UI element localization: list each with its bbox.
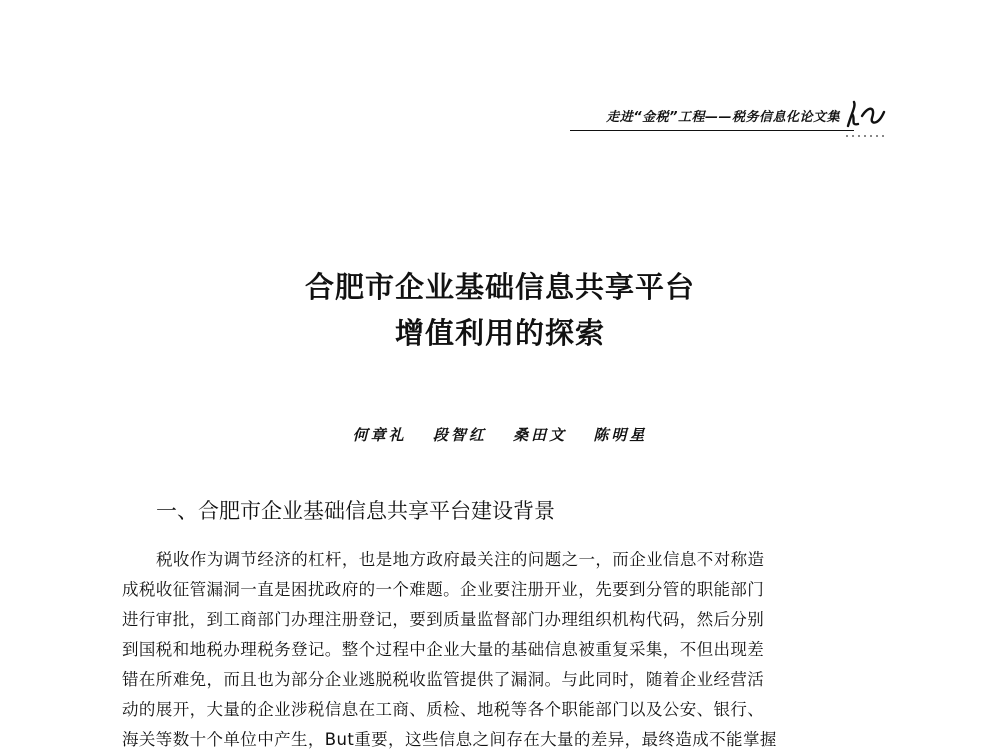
body-line: 海关等数十个单位中产生，But重要，这些信息之间存在大量的差异，最终造成不能掌握 <box>122 730 777 749</box>
title-line-1: 合肥市企业基础信息共享平台 <box>304 270 695 304</box>
author-list: 何章礼 段智红 桑田文 陈明星 <box>352 426 648 444</box>
paper-title <box>200 264 800 356</box>
body-line: 进行审批，到工商部门办理注册登记，要到质量监督部门办理组织机构代码，然后分别 <box>122 610 765 629</box>
section-heading: 一、合肥市企业基础信息共享平台建设背景 <box>156 499 555 523</box>
body-paragraph <box>122 545 892 749</box>
running-header <box>560 100 860 134</box>
header-rule <box>570 130 854 131</box>
body-line: 到国税和地税办理税务登记。整个过程中企业大量的基础信息被重复采集，不但出现差 <box>122 640 765 659</box>
body-line: 成税收征管漏洞一直是困扰政府的一个难题。企业要注册开业，先要到分管的职能部门 <box>122 580 765 599</box>
body-line: 动的展开，大量的企业涉税信息在工商、质检、地税等各个职能部门以及公安、银行、 <box>122 700 765 719</box>
body-line: 税收作为调节经济的杠杆，也是地方政府最关注的问题之一，而企业信息不对称造 <box>156 550 765 569</box>
title-line-2: 增值利用的探索 <box>394 316 605 350</box>
body-line: 错在所难免，而且也为部分企业逃脱税收监管提供了漏洞。与此同时，随着企业经营活 <box>122 670 765 689</box>
calligraphy-flourish-icon <box>842 96 890 140</box>
running-header-title: 走进“金税”工程——税务信息化论文集 <box>606 110 840 125</box>
